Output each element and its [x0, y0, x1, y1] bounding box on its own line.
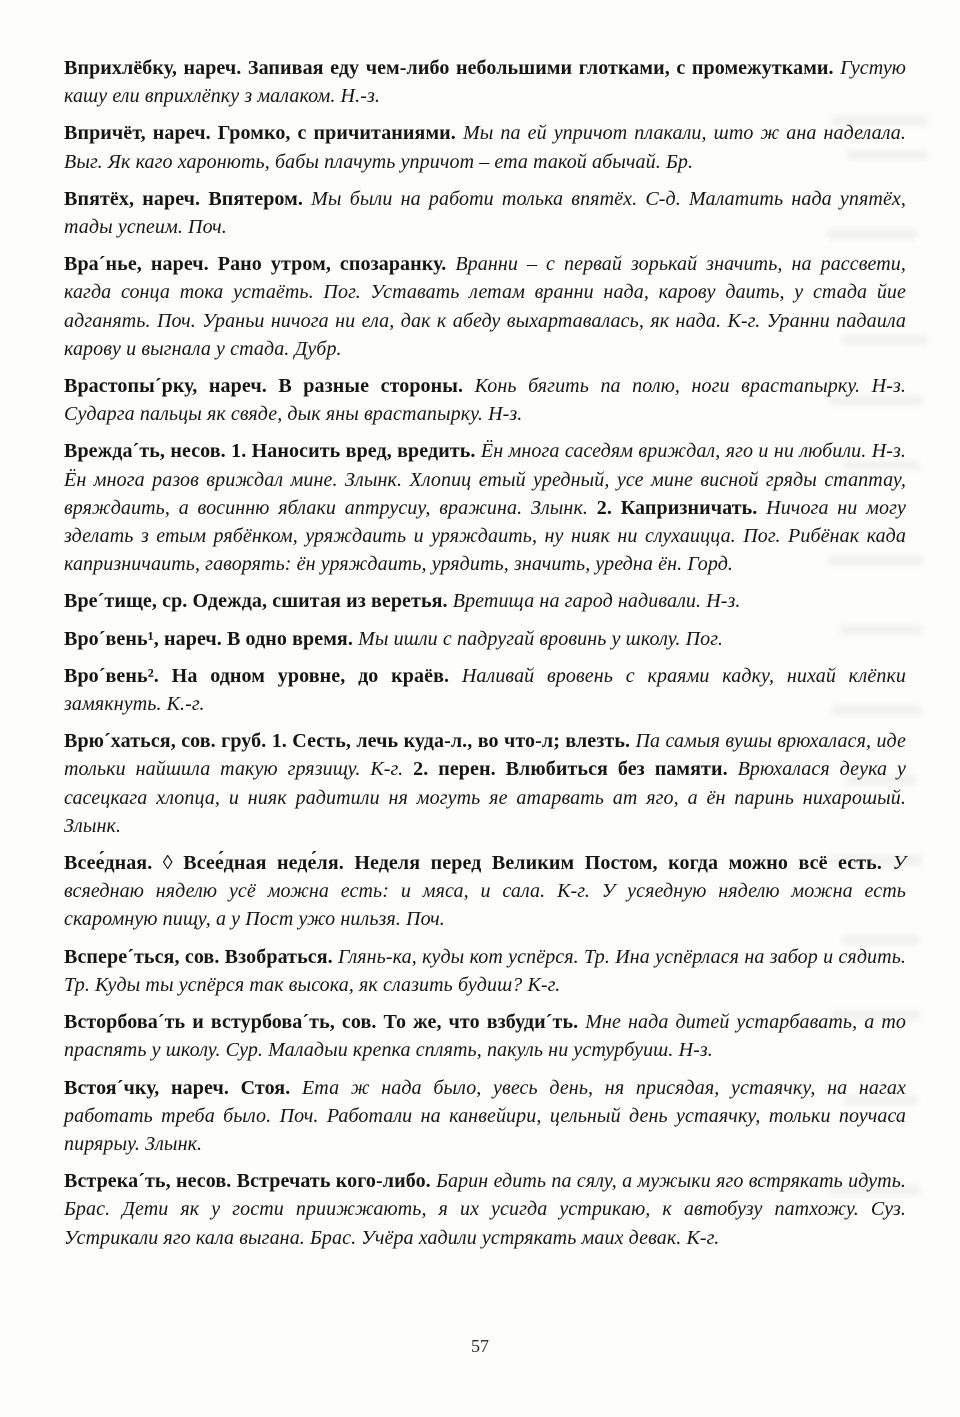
dictionary-entry [64, 849, 906, 934]
entry-headword-definition: Встрека´ть, несов. Встречать кого-либо. [64, 1170, 431, 1193]
entry-headword-definition: Всторбова´ть и встурбова´ть, сов. То же, что взбуди´ть. [64, 1011, 579, 1034]
entry-headword-definition: Врастопы´рку, нареч. В разные стороны. [64, 375, 464, 398]
entry-example-text: Мы па ей упричот плакали, што ж ана наделала. Выг. Як каго харонють, бабы плачуть упричот – ета такой абычай. Бр. [64, 122, 906, 173]
entry-headword-definition: Впятёх, нареч. Впятером. [64, 187, 303, 210]
page-number: 57 [471, 1336, 489, 1356]
entry-example-text: Па самыя вушы врюхалася, иде тольки найшила такую грязищу. К-г. [64, 730, 906, 781]
entry-example-text: Вретища на гарод надивали. Н-з. [452, 590, 741, 613]
dictionary-entry [64, 625, 906, 653]
entry-example-text: Мне нада дитей устарбавать, а то праспять у школу. Сур. Маладыи крепка сплять, пакуль ни устурбуиш. Н-з. [64, 1011, 906, 1062]
entry-example-text: Конь бягить па полю, ноги врастапырку. Н-з. Сударга пальцы як свяде, дык яны врастапырку. Н-з. [64, 375, 906, 426]
entry-headword-definition: Вприхлёбку, нареч. Запивая еду чем-либо небольшими глотками, с промежутками. [64, 57, 834, 79]
entry-example-text: Барин едить па сялу, а мужыки яго встрякать идуть. Брас. Дети як у гости приижжають, я их усигда устрикаю, к автобузу патхожу. Суз. Устрикали яго кала выгана. Брас. Учёра хадили устрякать маих девак. К-г. [64, 1170, 907, 1249]
entry-headword-definition: Вре´тище, ср. Одежда, сшитая из веретья. [64, 590, 448, 613]
entry-example-text: Ета ж нада было, увесь день, ня присядая, устаячку, на нагах работать треба было. Поч. Работали на канвейири, цельный день устаячку, тольки поучаса пирярыу. Злынк. [64, 1076, 906, 1155]
dictionary-entry [64, 437, 906, 578]
entry-example-text: Ничога ни могу зделать з етым рябёнком, уряждаить и уряждаить, ну нияк ни слухаицца. Пог. Рибёнак када капризничаить, гаворять: ён уряждаить, урядить, значить, уредна ён. Горд. [64, 496, 906, 576]
entry-headword-definition: Вра´нье, нареч. Рано утром, спозаранку. [64, 253, 447, 276]
entry-example-text: У всяеднаю няделю усё можна есть: и мяса, и сала. К-г. У усяедную няделю можна есть скаромную пищу, а у Пост ужо нильзя. Поч. [64, 852, 906, 931]
dictionary-entry [64, 1167, 906, 1252]
dictionary-entry [64, 727, 906, 840]
entry-headword-definition: 2. Капризничать. [596, 496, 758, 519]
entry-headword-definition: Врежда´ть, несов. 1. Наносить вред, вредить. [64, 440, 476, 463]
dictionary-entries [64, 54, 906, 1261]
entry-example-text: Глянь-ка, куды кот успёрся. Тр. Ина успёрлася на забор и сядить. Тр. Куды ты успёрся так высока, як слазить будиш? К-г. [64, 945, 906, 996]
entry-example-text: Ён многа саседям вриждал, яго и ни любили. Н-з. Ён многа разов вриждал мине. Злынк. Хлопиц етый уредный, усе мине висной гряды стаптау, вряждаить, а восинню яблаки аптрусиу, вражина. Злынк. [64, 440, 906, 519]
dictionary-entry [64, 119, 906, 175]
entry-headword-definition: Вро´вень². На одном уровне, до краёв. [64, 664, 450, 687]
dictionary-entry [64, 372, 906, 428]
entry-headword-definition: Встоя´чку, нареч. Стоя. [64, 1076, 291, 1099]
entry-headword-definition: Вспере´ться, сов. Взобраться. [64, 945, 333, 968]
entry-headword-definition: Впричёт, нареч. Громко, с причитаниями. [64, 122, 456, 145]
entry-headword-definition: Врю´хаться, сов. груб. 1. Сесть, лечь куда-л., во что-л; влезть. [64, 730, 631, 753]
dictionary-entry [64, 1008, 906, 1064]
entry-example-text: Врюхалася деука у сасецкага хлопца, и нияк радитили ня могуть яе атарвать ат яго, а ён паринь нихарошый. Злынк. [64, 758, 906, 837]
entry-headword-definition: Вро´вень¹, нареч. В одно время. [64, 627, 353, 650]
dictionary-entry [64, 250, 906, 363]
entry-example-text: Мы были на работи толька впятёх. С-д. Малатить нада упятёх, тады успеим. Поч. [64, 187, 907, 239]
entry-headword-definition: Всее́дная. ◊ Всее́дная неде́ля. Неделя перед Великим Постом, когда можно всё есть. [64, 852, 882, 875]
dictionary-entry [64, 943, 906, 999]
entry-example-text: Густую кашу ели вприхлёпку з малаком. Н.-з. [64, 57, 906, 108]
entry-example-text: Наливай вровень с краями кадку, нихай клёпки замякнуть. К.-г. [64, 664, 906, 716]
entry-headword-definition: 2. перен. Влюбиться без памяти. [413, 758, 728, 781]
dictionary-entry [64, 1074, 906, 1159]
dictionary-entry [64, 587, 906, 615]
entry-example-text: Мы ишли с падругай вровинь у школу. Пог. [358, 627, 724, 650]
entry-example-text: Вранни – с первай зорькай значить, на рассвети, кагда сонца тока устаёть. Пог. Уставать летам вранни нада, карову даить, у стада йие адганять. Поч. Ураньи ничога ни ела, дак к абеду выхартавалась, як нада. К-г. Уранни падаила карову и выгнала у стада. Дубр. [64, 253, 906, 360]
dictionary-entry [64, 662, 906, 718]
dictionary-entry [64, 185, 906, 241]
dictionary-entry [64, 54, 906, 110]
